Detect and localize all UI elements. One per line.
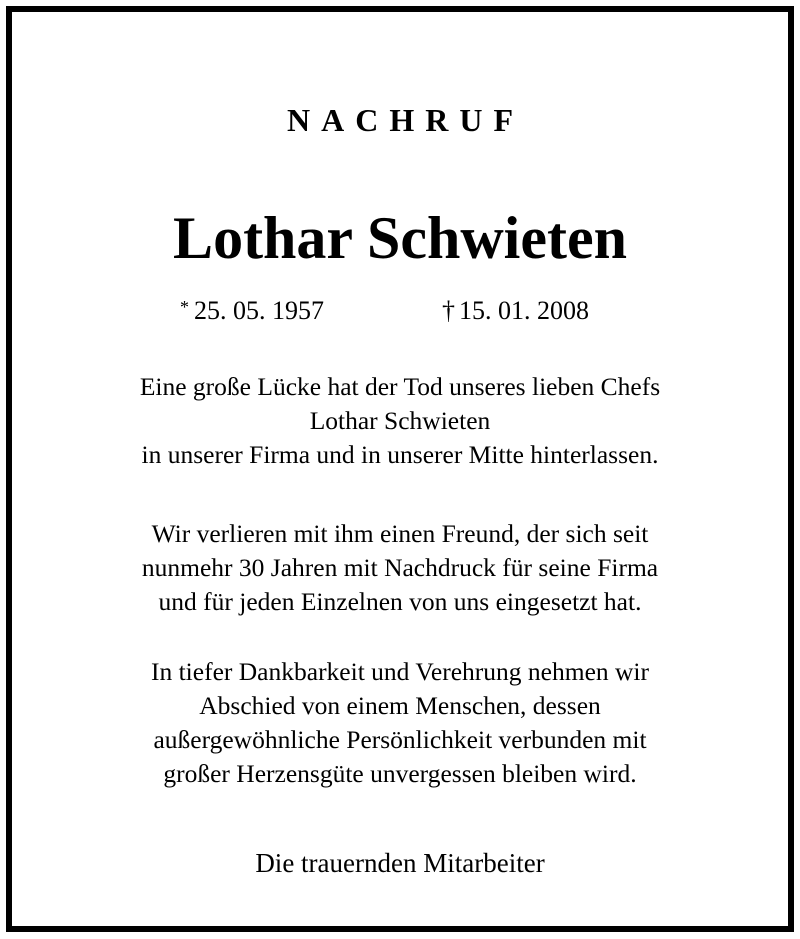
birth-date-value: 25. 05. 1957 xyxy=(194,296,324,325)
signature: Die trauernden Mitarbeiter xyxy=(255,848,545,878)
death-date xyxy=(442,295,589,326)
text-line: nunmehr 30 Jahren mit Nachdruck für seine Firma xyxy=(141,553,659,582)
birth-star-icon: * xyxy=(180,297,189,317)
paragraph-friend xyxy=(12,517,788,619)
notice-heading: NACHRUF xyxy=(287,102,524,138)
text-line: und für jeden Einzelnen von uns eingesetzt hat. xyxy=(158,587,642,616)
text-line: Abschied von einem Menschen, dessen xyxy=(199,691,601,720)
paragraph-gratitude xyxy=(12,655,788,791)
text-line: Lothar Schwieten xyxy=(309,406,491,435)
text-line: in unserer Firma und in unserer Mitte hinterlassen. xyxy=(141,440,659,469)
notice-border-frame xyxy=(6,6,794,932)
obituary-notice xyxy=(12,12,788,926)
deceased-name: Lothar Schwieten xyxy=(173,205,627,271)
birth-date xyxy=(180,295,324,326)
text-line: Wir verlieren mit ihm einen Freund, der sich seit xyxy=(151,519,649,548)
death-cross-icon: † xyxy=(442,296,455,325)
text-line: Eine große Lücke hat der Tod unseres lieben Chefs xyxy=(139,372,661,401)
text-line: großer Herzensgüte unvergessen bleiben wird. xyxy=(163,759,637,788)
text-line: außergewöhnliche Persönlichkeit verbunden mit xyxy=(153,725,647,754)
death-date-value: 15. 01. 2008 xyxy=(459,296,589,325)
text-line: In tiefer Dankbarkeit und Verehrung nehmen wir xyxy=(150,657,650,686)
paragraph-loss xyxy=(12,370,788,472)
